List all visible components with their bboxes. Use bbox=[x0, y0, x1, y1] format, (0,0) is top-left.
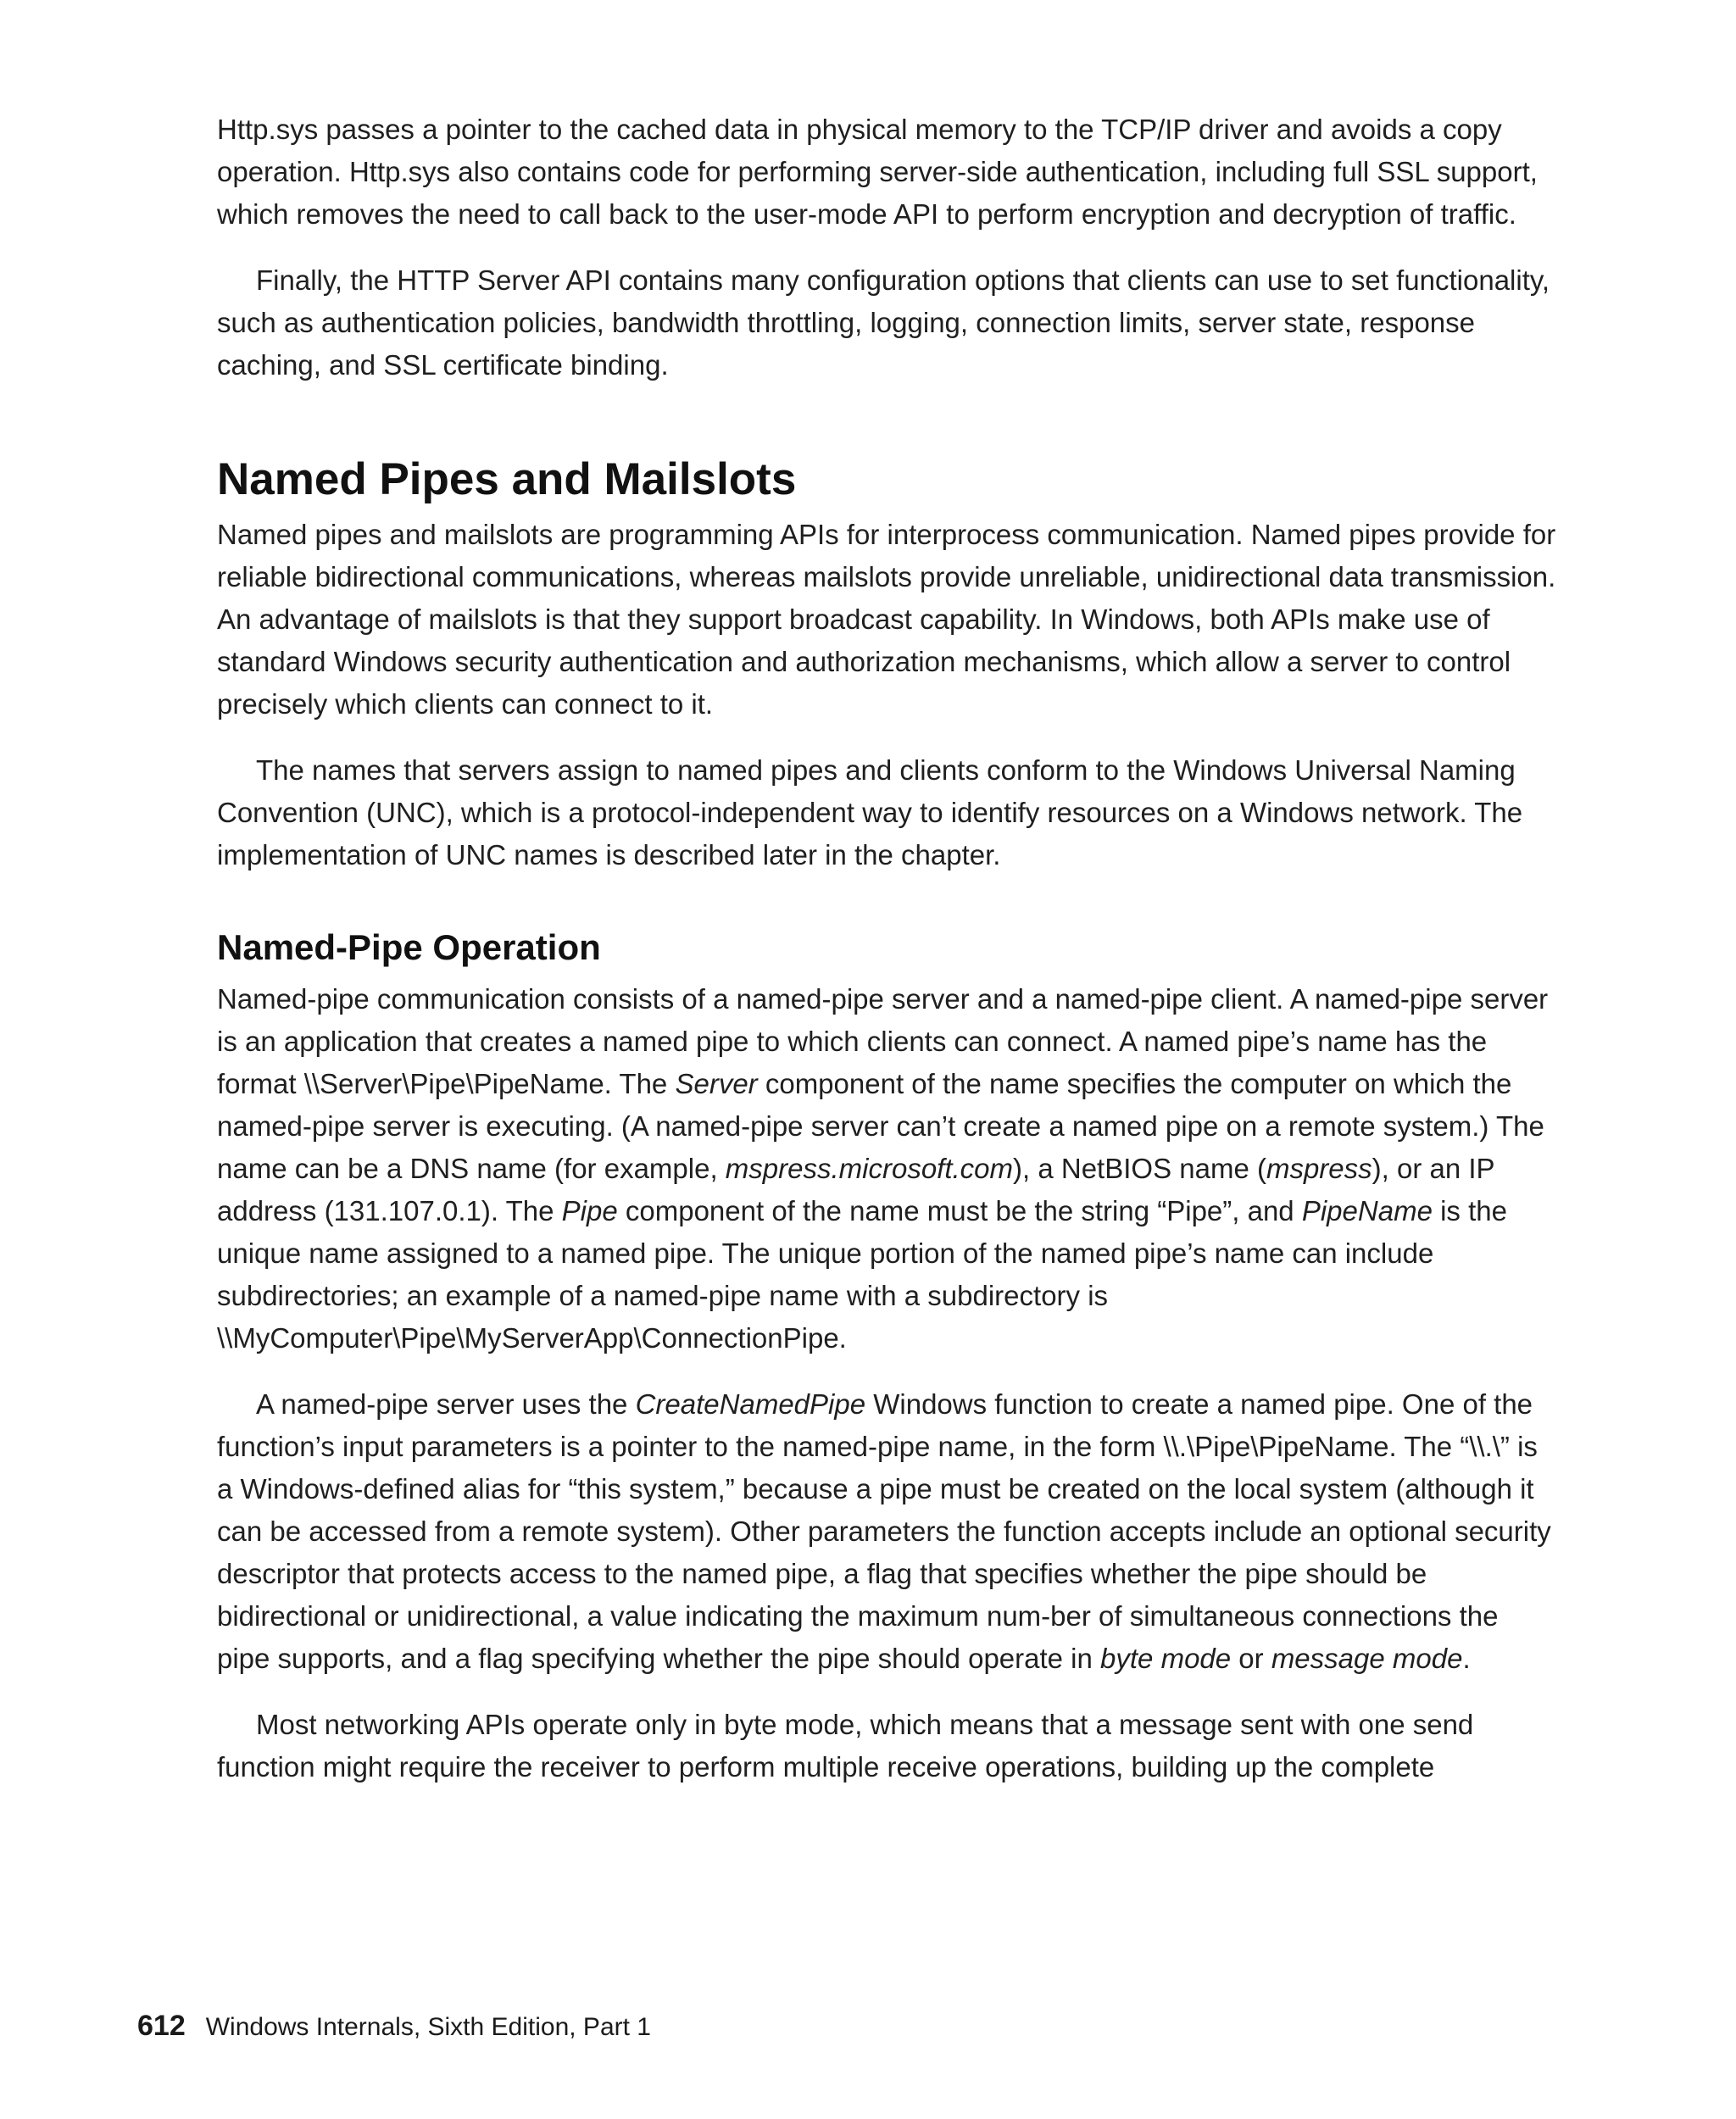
text-run: is the unique name assigned to a named pipe. The unique portion of the named pipe’s name can include subdirectories; an example of a named-pipe name with a subdirectory is \\MyComputer\Pipe\MyServerApp\ConnectionPipe. bbox=[217, 1195, 1507, 1354]
page-number: 612 bbox=[137, 2010, 186, 2042]
italic-term-byte-mode: byte mode bbox=[1100, 1643, 1232, 1674]
paragraph-create-named-pipe bbox=[217, 1383, 1556, 1680]
book-title: Windows Internals, Sixth Edition, Part 1 bbox=[205, 2013, 651, 2041]
text-run: Windows function to create a named pipe. One of the function’s input parameters is a pointer to the named-pipe name, in the form \\.\Pipe\PipeName. The “\\.\” is a Windows-defined alias for “this system,” because a pipe must be created on the local system (although it can be accessed from a remote system). Other parameters the function accepts include an optional security descriptor that protects access to the named pipe, a flag that specifies whether the pipe should be bidirectional or unidirectional, a value indicating the maximum num-ber of simultaneous connections the pipe supports, and a flag specifying whether the pipe should operate in bbox=[217, 1388, 1551, 1674]
italic-term-pipe: Pipe bbox=[561, 1195, 618, 1226]
text-run: . bbox=[1462, 1643, 1471, 1674]
text-run: or bbox=[1231, 1643, 1271, 1674]
italic-term-pipename: PipeName bbox=[1301, 1195, 1433, 1226]
text-run: Named-pipe communication consists of a named-pipe server and a named-pipe client. A named-pipe server is an application that creates a named pipe to which clients can connect. A named pipe’s name has the format \\Server\Pipe\PipeName. The bbox=[217, 983, 1549, 1099]
heading-named-pipe-operation: Named-Pipe Operation bbox=[217, 927, 601, 967]
paragraph-named-pipe-communication bbox=[217, 978, 1556, 1360]
paragraph-http-server-api-options: Finally, the HTTP Server API contains many configuration options that clients can use to set functionality, such as authentication policies, bandwidth throttling, logging, connection limits, server state, response caching, and SSL certificate binding. bbox=[217, 264, 1550, 381]
paragraph-pipes-mailslots-intro: Named pipes and mailslots are programming APIs for interprocess communication. Named pipes provide for reliable bidirectional communications, whereas mailslots provide unreliable, unidirectional data transmission. An advantage of mailslots is that they support broadcast capability. In Windows, both APIs make use of standard Windows security authentication and authorization mechanisms, which allow a server to control precisely which clients can connect to it. bbox=[217, 519, 1556, 720]
italic-term-message-mode: message mode bbox=[1271, 1643, 1463, 1674]
heading-named-pipes-and-mailslots: Named Pipes and Mailslots bbox=[217, 454, 797, 504]
italic-term-dns-example: mspress.microsoft.com bbox=[725, 1153, 1014, 1184]
italic-term-createnamedpipe: CreateNamedPipe bbox=[635, 1388, 866, 1420]
text-run: A named-pipe server uses the bbox=[256, 1388, 636, 1420]
text-run: ), a NetBIOS name ( bbox=[1013, 1153, 1266, 1184]
paragraph-httpsys: Http.sys passes a pointer to the cached data in physical memory to the TCP/IP driver and avoids a copy operation. Http.sys also contains code for performing server-side authentication, including full SSL support, which removes the need to call back to the user-mode API to perform encryption and decryption of traffic. bbox=[217, 114, 1538, 230]
text-run: component of the name specifies the computer on which the named-pipe server is executing. (A named-pipe server can’t create a named pipe on a remote system.) The name can be a DNS name (for example, bbox=[217, 1068, 1544, 1184]
paragraph-unc-naming: The names that servers assign to named pipes and clients conform to the Windows Universal Naming Convention (UNC), which is a protocol-independent way to identify resources on a Windows network. The implementation of UNC names is described later in the chapter. bbox=[217, 754, 1523, 870]
italic-term-netbios-example: mspress bbox=[1266, 1153, 1372, 1184]
page-footer bbox=[137, 2009, 651, 2044]
page-body bbox=[217, 108, 1556, 1788]
paragraph-byte-mode: Most networking APIs operate only in byte mode, which means that a message sent with one send function might require the receiver to perform multiple receive operations, building up the complete bbox=[217, 1709, 1474, 1783]
text-run: ), or an IP address (131.107.0.1). The bbox=[217, 1153, 1494, 1226]
italic-term-server: Server bbox=[675, 1068, 758, 1099]
text-run: component of the name must be the string “Pipe”, and bbox=[617, 1195, 1302, 1226]
